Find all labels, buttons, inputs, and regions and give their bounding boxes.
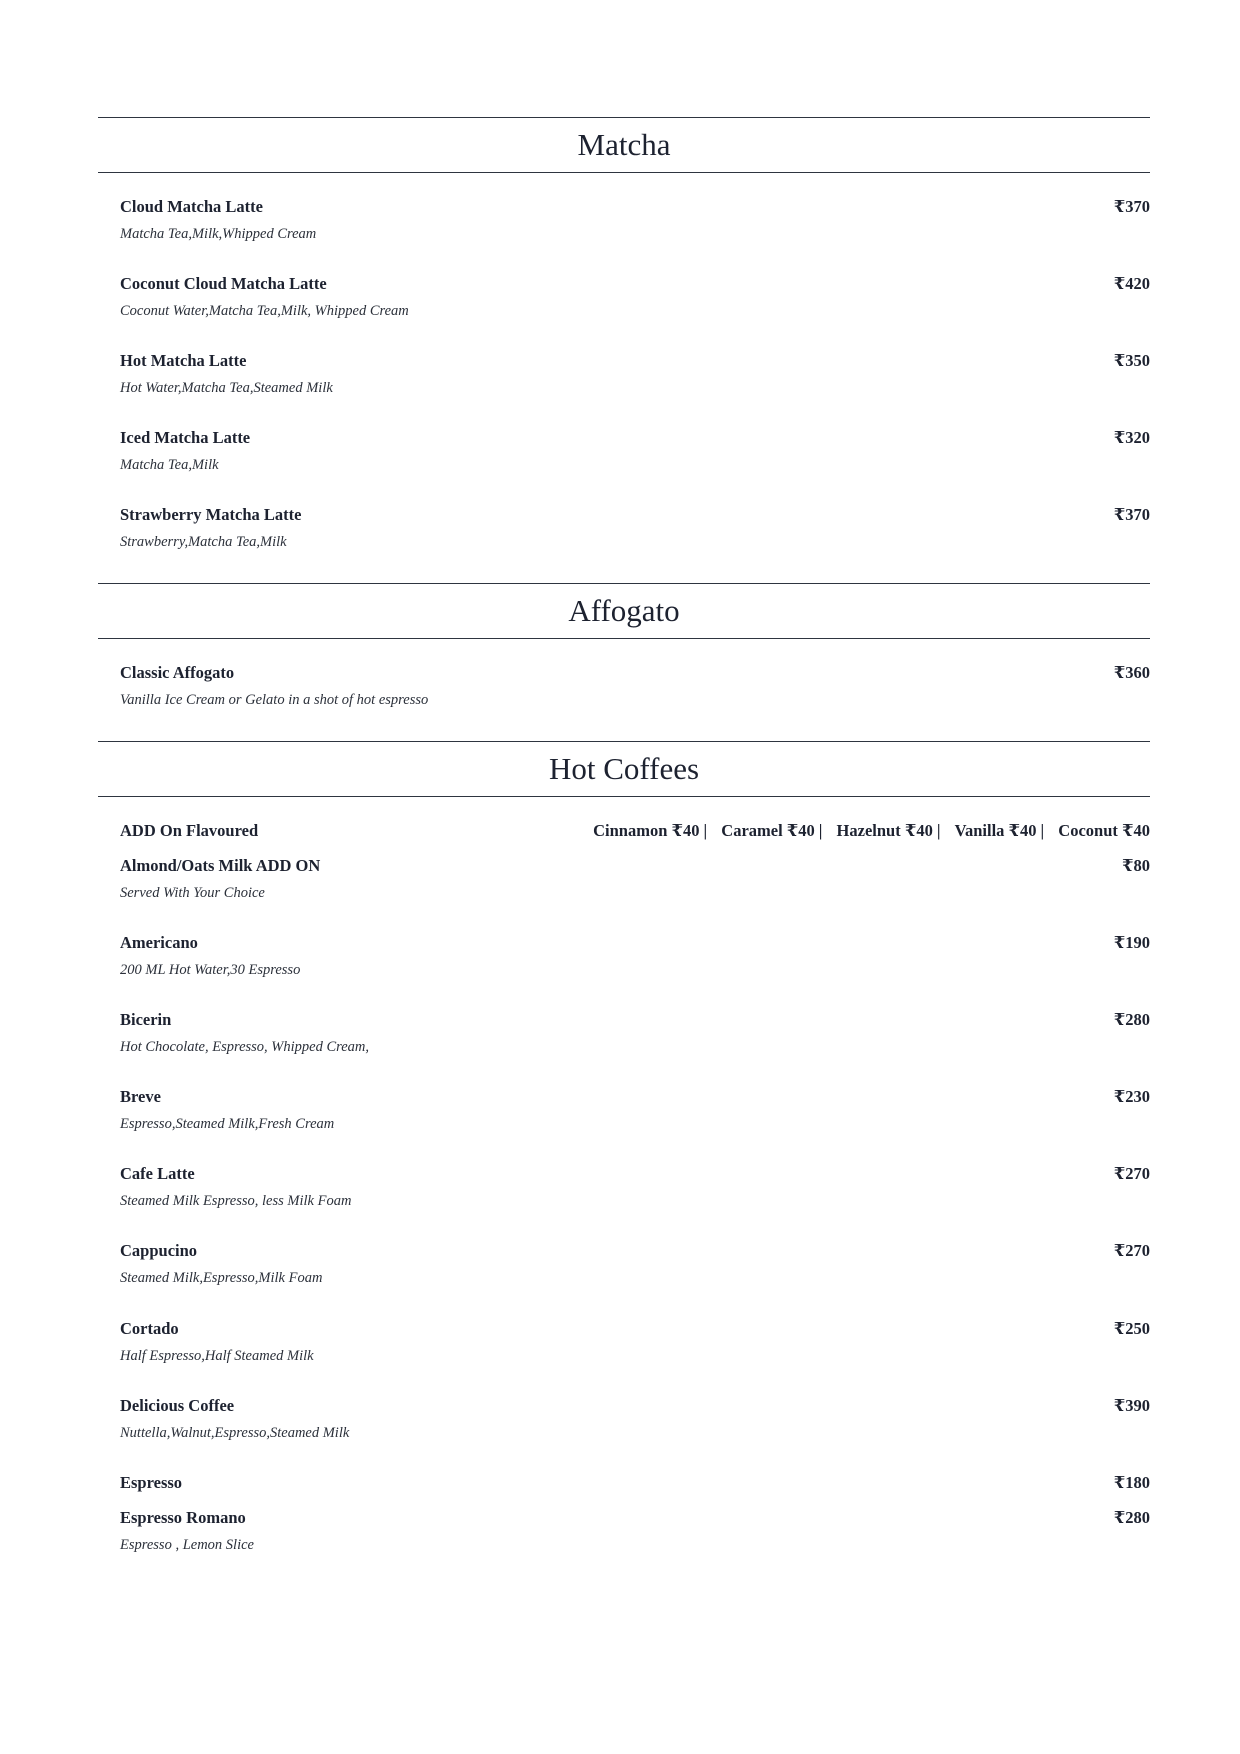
item-description: Steamed Milk Espresso, less Milk Foam	[120, 1193, 352, 1209]
item-price: ₹370	[1113, 197, 1150, 216]
item-name: Classic Affogato	[120, 663, 235, 682]
item-description: Espresso , Lemon Slice	[120, 1537, 254, 1553]
item-price: ₹320	[1113, 428, 1150, 447]
item-name: Cappucino	[120, 1241, 198, 1260]
item-name: Cortado	[120, 1319, 179, 1338]
item-price: ₹180	[1113, 1473, 1150, 1492]
item-price: ₹270	[1113, 1241, 1150, 1260]
item-description: Half Espresso,Half Steamed Milk	[120, 1348, 314, 1364]
menu-item	[120, 933, 1150, 979]
item-description: 200 ML Hot Water,30 Espresso	[120, 962, 301, 978]
item-name: Espresso	[120, 1473, 183, 1492]
item-price: ₹350	[1113, 351, 1150, 370]
item-description: Strawberry,Matcha Tea,Milk	[120, 534, 287, 550]
item-name: Breve	[120, 1087, 161, 1106]
item-price: ₹390	[1113, 1396, 1150, 1415]
item-price: ₹360	[1113, 663, 1150, 682]
item-description: Hot Water,Matcha Tea,Steamed Milk	[120, 380, 333, 396]
menu-item	[120, 1164, 1150, 1210]
addon-separator: |	[1040, 821, 1045, 840]
item-name: Cafe Latte	[120, 1164, 195, 1183]
item-description: Vanilla Ice Cream or Gelato in a shot of hot espresso	[120, 692, 429, 708]
item-price: ₹270	[1113, 1164, 1150, 1183]
item-price: ₹250	[1113, 1319, 1150, 1338]
menu-item	[120, 351, 1150, 397]
item-price: ₹420	[1113, 274, 1150, 293]
section-title: Hot Coffees	[98, 741, 1150, 797]
item-name: Bicerin	[120, 1010, 172, 1029]
item-price: ₹80	[1122, 856, 1150, 875]
item-name: Americano	[120, 933, 198, 952]
item-description: Nuttella,Walnut,Espresso,Steamed Milk	[120, 1425, 350, 1441]
addon-name: ADD On Flavoured	[120, 821, 259, 840]
item-name: Espresso Romano	[120, 1508, 246, 1527]
menu-item	[120, 197, 1150, 243]
item-description: Coconut Water,Matcha Tea,Milk, Whipped Cream	[120, 303, 409, 319]
item-price: ₹280	[1113, 1010, 1150, 1029]
addon-separator: |	[936, 821, 941, 840]
item-description: Espresso,Steamed Milk,Fresh Cream	[120, 1116, 335, 1132]
item-description: Matcha Tea,Milk,Whipped Cream	[120, 226, 317, 242]
item-description: Served With Your Choice	[120, 885, 265, 901]
item-name: Iced Matcha Latte	[120, 428, 251, 447]
addon-option: Cinnamon ₹40	[593, 821, 700, 840]
item-name: Strawberry Matcha Latte	[120, 505, 302, 524]
item-price: ₹190	[1113, 933, 1150, 952]
item-price: ₹280	[1113, 1508, 1150, 1527]
item-name: Cloud Matcha Latte	[120, 197, 263, 216]
item-description: Matcha Tea,Milk	[120, 457, 219, 473]
addon-option: Vanilla ₹40	[954, 821, 1037, 840]
item-price: ₹230	[1113, 1087, 1150, 1106]
menu-item	[120, 505, 1150, 551]
menu-item	[120, 1241, 1150, 1287]
addon-option: Caramel ₹40	[721, 821, 815, 840]
item-name: Delicious Coffee	[120, 1396, 235, 1415]
section-matcha	[98, 117, 1150, 550]
item-description: Steamed Milk,Espresso,Milk Foam	[120, 1270, 323, 1286]
menu-item	[120, 274, 1150, 320]
menu-item	[120, 1508, 1150, 1554]
menu-item	[120, 1319, 1150, 1365]
section-hot-coffees	[98, 741, 1150, 1553]
item-name: Almond/Oats Milk ADD ON	[120, 856, 321, 875]
menu-item	[120, 428, 1150, 474]
menu-item	[120, 856, 1150, 902]
section-affogato	[98, 583, 1150, 708]
section-title: Affogato	[98, 583, 1150, 639]
menu-item	[120, 1473, 1150, 1493]
item-description: Hot Chocolate, Espresso, Whipped Cream,	[120, 1039, 370, 1055]
addon-option: Hazelnut ₹40	[836, 821, 933, 840]
addon-separator: |	[818, 821, 823, 840]
section-title: Matcha	[98, 117, 1150, 173]
addon-row	[120, 821, 1150, 841]
item-price: ₹370	[1113, 505, 1150, 524]
addon-option: Coconut ₹40	[1058, 821, 1150, 840]
item-name: Hot Matcha Latte	[120, 351, 247, 370]
menu-item	[120, 663, 1150, 709]
addon-options	[593, 821, 1150, 841]
menu-item	[120, 1010, 1150, 1056]
menu-item	[120, 1087, 1150, 1133]
menu-item	[120, 1396, 1150, 1442]
item-name: Coconut Cloud Matcha Latte	[120, 274, 327, 293]
addon-separator: |	[703, 821, 708, 840]
